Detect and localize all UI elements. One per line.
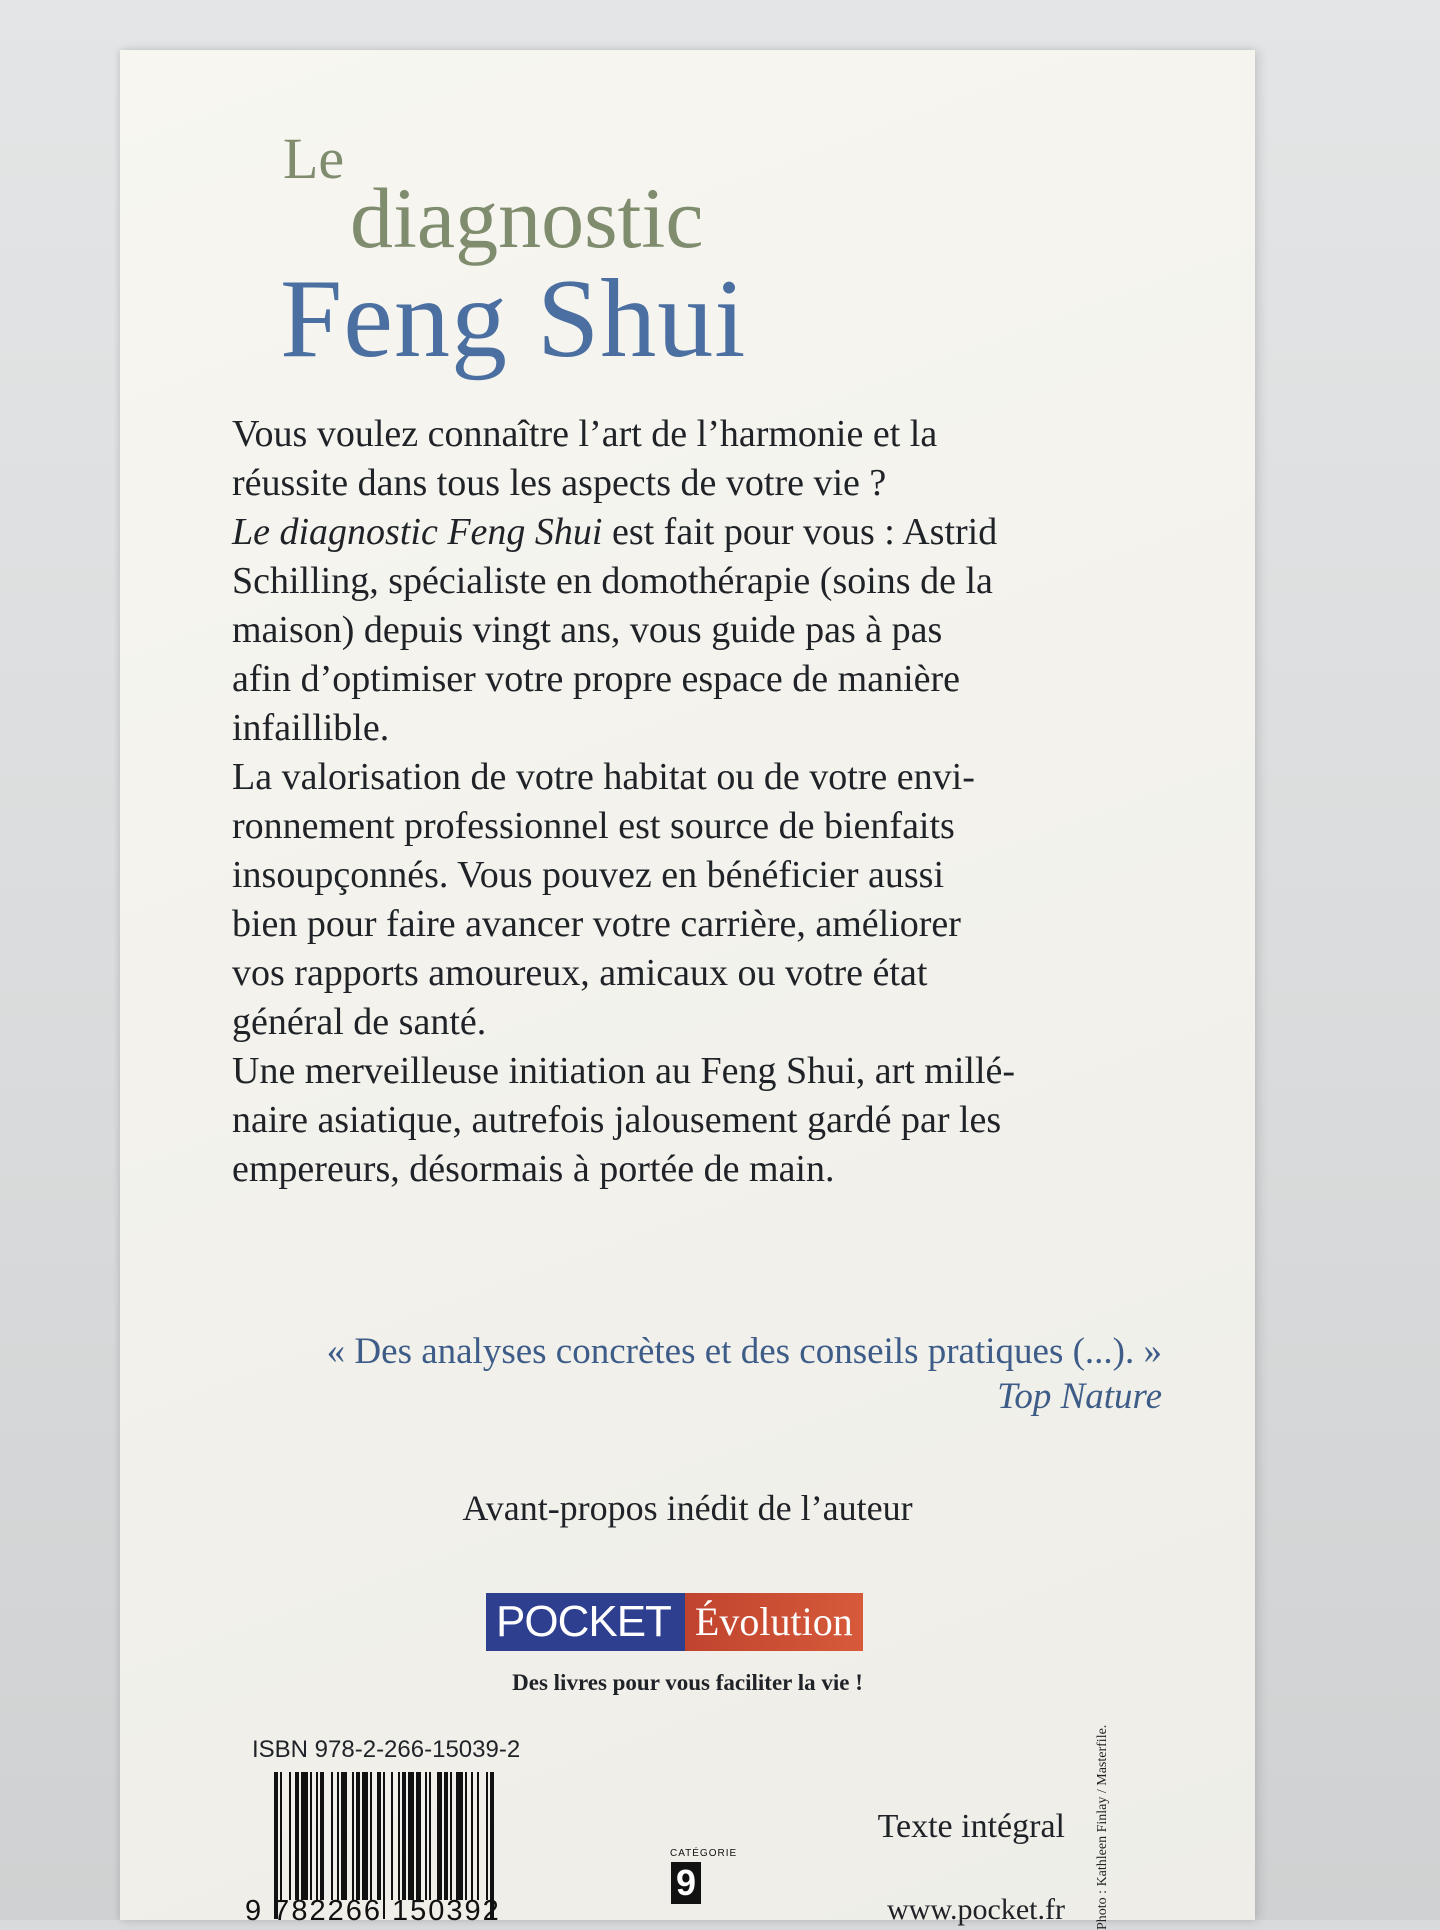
blurb-line: insoupçonnés. Vous pouvez en bénéficier aussi	[232, 854, 944, 896]
blurb-line: empereurs, désormais à portée de main.	[232, 1148, 835, 1190]
blurb-line: général de santé.	[232, 1001, 487, 1043]
avant-propos-note: Avant-propos inédit de l’auteur	[462, 1488, 913, 1528]
pocket-evolution-logo	[486, 1593, 863, 1651]
blurb-line: infaillible.	[232, 707, 390, 749]
barcode-gap	[494, 1772, 498, 1900]
blurb-line	[232, 508, 1162, 557]
category-badge: 9	[671, 1862, 701, 1904]
title-le: Le	[283, 126, 345, 191]
blurb-line: maison) depuis vingt ans, vous guide pas à pas	[232, 609, 943, 651]
series-tagline: Des livres pour vous faciliter la vie !	[512, 1670, 863, 1695]
blurb-line: réussite dans tous les aspects de votre vie ?	[232, 462, 887, 504]
barcode	[274, 1772, 574, 1900]
blurb	[232, 410, 1162, 1194]
texte-integral: Texte intégral	[877, 1808, 1065, 1845]
blurb-line: La valorisation de votre habitat ou de votre envi-	[232, 756, 975, 798]
quote-source: Top Nature	[997, 1376, 1162, 1417]
quote-text: « Des analyses concrètes et des conseils pratiques (...). »	[326, 1331, 1162, 1372]
blurb-line: Une merveilleuse initiation au Feng Shui, art millé-	[232, 1050, 1016, 1092]
barcode-digits: 9 782266 150392	[245, 1895, 501, 1927]
photo-credit: Photo : Kathleen Finlay / Masterfile.	[1095, 1724, 1110, 1930]
blurb-line: vos rapports amoureux, amicaux ou votre état	[232, 952, 928, 994]
book-title-italic: Le diagnostic Feng Shui	[232, 511, 603, 553]
press-quote	[232, 1330, 1162, 1418]
blurb-line: Schilling, spécialiste en domothérapie (soins de la	[232, 560, 993, 602]
logo-pocket: POCKET	[486, 1593, 685, 1651]
logo-evolution: Évolution	[685, 1593, 863, 1651]
blurb-line: Vous voulez connaître l’art de l’harmonie et la	[232, 413, 938, 455]
blurb-line-rest: est fait pour vous : Astrid	[602, 511, 998, 553]
website: www.pocket.fr	[887, 1893, 1065, 1926]
category-label: CATÉGORIE	[670, 1848, 738, 1859]
blurb-line: naire asiatique, autrefois jalousement gardé par les	[232, 1099, 1002, 1141]
blurb-line: ronnement professionnel est source de bienfaits	[232, 805, 955, 847]
title-feng-shui: Feng Shui	[280, 257, 747, 381]
book-back-cover	[120, 50, 1255, 1930]
title-diagnostic: diagnostic	[350, 170, 704, 266]
blurb-line: afin d’optimiser votre propre espace de manière	[232, 658, 961, 700]
blurb-line: bien pour faire avancer votre carrière, améliorer	[232, 903, 961, 945]
isbn: ISBN 978-2-266-15039-2	[252, 1736, 521, 1763]
